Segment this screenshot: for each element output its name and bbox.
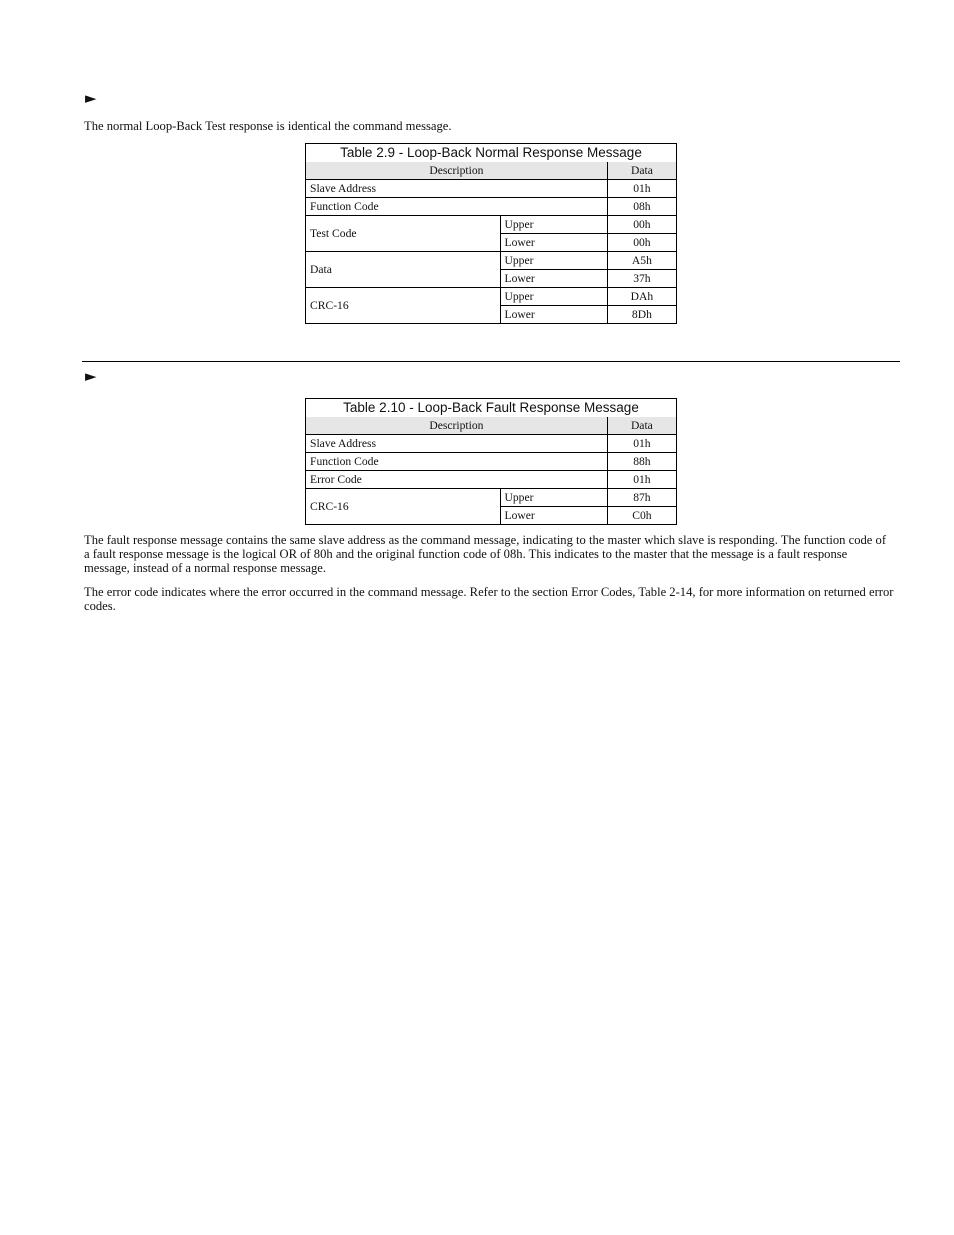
byte-label: Lower	[500, 306, 607, 324]
table-row	[306, 489, 677, 507]
loop-back-normal-response-table	[305, 143, 677, 324]
table-row	[306, 453, 677, 471]
column-header-data: Data	[607, 162, 676, 180]
row-value: DAh	[607, 288, 676, 306]
row-label: Slave Address	[306, 180, 608, 198]
row-value: 8Dh	[607, 306, 676, 324]
row-value: A5h	[607, 252, 676, 270]
row-value: 08h	[607, 198, 676, 216]
column-header-description: Description	[306, 162, 608, 180]
table-row	[306, 252, 677, 270]
byte-label: Upper	[500, 252, 607, 270]
table-row	[306, 216, 677, 234]
table-caption: Table 2.9 - Loop-Back Normal Response Message	[306, 144, 677, 163]
row-label: CRC-16	[306, 288, 501, 324]
row-value: 01h	[607, 471, 676, 489]
table-row	[306, 471, 677, 489]
bullet-arrow-icon: ►	[85, 89, 97, 107]
row-label: CRC-16	[306, 489, 501, 525]
column-header-data: Data	[607, 417, 676, 435]
row-value: C0h	[607, 507, 676, 525]
row-value: 88h	[607, 453, 676, 471]
bullet-arrow-icon: ►	[85, 367, 97, 385]
row-label: Data	[306, 252, 501, 288]
column-header-description: Description	[306, 417, 608, 435]
error-code-paragraph: The error code indicates where the error occurred in the command message. Refer to the section Error Codes, Table 2-14, for more information on returned error codes.	[84, 585, 894, 613]
table-row	[306, 435, 677, 453]
byte-label: Lower	[500, 507, 607, 525]
row-value: 01h	[607, 435, 676, 453]
byte-label: Upper	[500, 288, 607, 306]
byte-label: Lower	[500, 234, 607, 252]
table-caption: Table 2.10 - Loop-Back Fault Response Message	[306, 399, 677, 418]
row-label: Function Code	[306, 453, 608, 471]
row-label: Function Code	[306, 198, 608, 216]
row-label: Slave Address	[306, 435, 608, 453]
loop-back-fault-response-table	[305, 398, 677, 525]
byte-label: Upper	[500, 216, 607, 234]
table-row	[306, 198, 677, 216]
row-label: Error Code	[306, 471, 608, 489]
table-row	[306, 180, 677, 198]
byte-label: Lower	[500, 270, 607, 288]
normal-response-intro: The normal Loop-Back Test response is identical the command message.	[84, 119, 452, 133]
section-divider	[82, 361, 900, 362]
table-row	[306, 288, 677, 306]
row-label: Test Code	[306, 216, 501, 252]
row-value: 00h	[607, 234, 676, 252]
row-value: 01h	[607, 180, 676, 198]
row-value: 87h	[607, 489, 676, 507]
row-value: 00h	[607, 216, 676, 234]
byte-label: Upper	[500, 489, 607, 507]
row-value: 37h	[607, 270, 676, 288]
fault-response-paragraph: The fault response message contains the same slave address as the command message, indicating to the master which slave is responding. The function code of a fault response message is the logical OR of 80h and the original function code of 08h. This indicates to the master that the message is a fault response message, instead of a normal response message.	[84, 533, 887, 575]
